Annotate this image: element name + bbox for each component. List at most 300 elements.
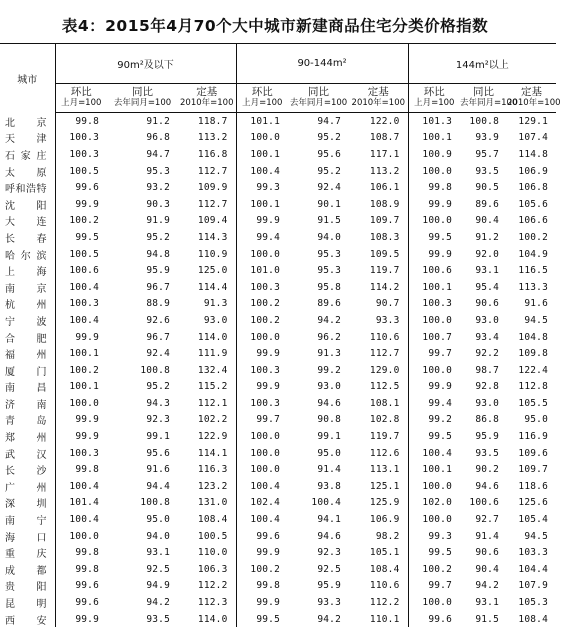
city-name-cell: 南京 <box>0 279 55 296</box>
value-cell: 100.0 <box>408 362 460 379</box>
value-cell: 94.7 <box>107 146 178 163</box>
value-cell: 112.6 <box>349 445 408 462</box>
value-cell: 100.0 <box>408 312 460 329</box>
value-cell: 95.9 <box>107 262 178 279</box>
value-cell: 93.1 <box>460 594 507 611</box>
city-name-cell: 成都 <box>0 561 55 578</box>
sub-header-mom: 环比 上月=100 <box>55 84 107 113</box>
value-cell: 129.0 <box>349 362 408 379</box>
city-name-cell: 北京 <box>0 113 55 130</box>
value-cell: 100.0 <box>236 130 288 147</box>
value-cell: 93.0 <box>460 395 507 412</box>
value-cell: 89.6 <box>460 196 507 213</box>
value-cell: 90.8 <box>288 412 349 429</box>
table-row <box>0 329 556 346</box>
city-name-cell: 沈阳 <box>0 196 55 213</box>
value-cell: 93.5 <box>460 445 507 462</box>
value-cell: 114.8 <box>507 146 556 163</box>
value-cell: 93.1 <box>107 544 178 561</box>
value-cell: 100.8 <box>460 113 507 130</box>
value-cell: 100.2 <box>408 561 460 578</box>
value-cell: 100.2 <box>507 229 556 246</box>
table-row <box>0 163 556 180</box>
value-cell: 100.3 <box>55 146 107 163</box>
value-cell: 116.3 <box>178 461 236 478</box>
value-cell: 108.7 <box>349 130 408 147</box>
table-row <box>0 611 556 627</box>
value-cell: 94.3 <box>107 395 178 412</box>
value-cell: 96.8 <box>107 130 178 147</box>
sub-header-mom: 环比 上月=100 <box>236 84 288 113</box>
value-cell: 122.0 <box>349 113 408 130</box>
value-cell: 114.0 <box>178 329 236 346</box>
value-cell: 100.0 <box>55 528 107 545</box>
value-cell: 99.6 <box>55 594 107 611</box>
value-cell: 96.2 <box>288 329 349 346</box>
value-cell: 99.9 <box>408 246 460 263</box>
table-row <box>0 544 556 561</box>
value-cell: 92.5 <box>107 561 178 578</box>
value-cell: 131.0 <box>178 495 236 512</box>
value-cell: 100.0 <box>236 445 288 462</box>
value-cell: 91.6 <box>107 461 178 478</box>
value-cell: 92.0 <box>460 246 507 263</box>
table-row <box>0 312 556 329</box>
value-cell: 99.6 <box>55 179 107 196</box>
value-cell: 99.9 <box>55 329 107 346</box>
value-cell: 125.9 <box>349 495 408 512</box>
city-name-cell: 青岛 <box>0 412 55 429</box>
value-cell: 90.7 <box>349 296 408 313</box>
value-cell: 95.2 <box>107 379 178 396</box>
value-cell: 95.7 <box>460 146 507 163</box>
value-cell: 100.7 <box>408 329 460 346</box>
value-cell: 100.3 <box>236 362 288 379</box>
value-cell: 92.2 <box>460 345 507 362</box>
value-cell: 103.3 <box>507 544 556 561</box>
value-cell: 99.3 <box>408 528 460 545</box>
value-cell: 100.5 <box>55 163 107 180</box>
value-cell: 100.3 <box>55 445 107 462</box>
value-cell: 100.0 <box>236 428 288 445</box>
value-cell: 105.3 <box>507 594 556 611</box>
value-cell: 98.2 <box>349 528 408 545</box>
value-cell: 100.8 <box>107 362 178 379</box>
value-cell: 91.2 <box>460 229 507 246</box>
value-cell: 122.4 <box>507 362 556 379</box>
value-cell: 116.5 <box>507 262 556 279</box>
value-cell: 100.0 <box>236 329 288 346</box>
value-cell: 119.7 <box>349 428 408 445</box>
value-cell: 100.2 <box>55 362 107 379</box>
table-row <box>0 594 556 611</box>
value-cell: 94.5 <box>507 312 556 329</box>
value-cell: 114.0 <box>178 611 236 627</box>
value-cell: 100.0 <box>408 163 460 180</box>
value-cell: 99.5 <box>55 229 107 246</box>
value-cell: 112.8 <box>507 379 556 396</box>
value-cell: 112.5 <box>349 379 408 396</box>
value-cell: 114.3 <box>178 229 236 246</box>
city-name-cell: 宁波 <box>0 312 55 329</box>
value-cell: 93.3 <box>288 594 349 611</box>
value-cell: 99.8 <box>236 578 288 595</box>
value-cell: 112.7 <box>178 196 236 213</box>
value-cell: 95.2 <box>288 163 349 180</box>
value-cell: 108.9 <box>349 196 408 213</box>
table-row <box>0 279 556 296</box>
table-row <box>0 362 556 379</box>
value-cell: 102.4 <box>236 495 288 512</box>
value-cell: 110.1 <box>349 611 408 627</box>
value-cell: 94.0 <box>107 528 178 545</box>
city-name-cell: 呼和浩特 <box>0 179 55 196</box>
value-cell: 90.2 <box>460 461 507 478</box>
table-row <box>0 246 556 263</box>
value-cell: 98.7 <box>460 362 507 379</box>
sub-header-mom: 环比 上月=100 <box>408 84 460 113</box>
value-cell: 94.6 <box>288 528 349 545</box>
city-name-cell: 武汉 <box>0 445 55 462</box>
value-cell: 99.3 <box>236 179 288 196</box>
value-cell: 99.9 <box>55 428 107 445</box>
value-cell: 100.8 <box>107 495 178 512</box>
value-cell: 94.8 <box>107 246 178 263</box>
table-row <box>0 196 556 213</box>
value-cell: 94.7 <box>288 113 349 130</box>
value-cell: 99.9 <box>55 196 107 213</box>
value-cell: 113.3 <box>507 279 556 296</box>
value-cell: 93.5 <box>107 611 178 627</box>
value-cell: 90.1 <box>288 196 349 213</box>
value-cell: 100.1 <box>236 196 288 213</box>
value-cell: 93.9 <box>460 130 507 147</box>
value-cell: 92.4 <box>107 345 178 362</box>
value-cell: 100.6 <box>408 262 460 279</box>
table-row <box>0 412 556 429</box>
value-cell: 101.4 <box>55 495 107 512</box>
value-cell: 108.1 <box>349 395 408 412</box>
value-cell: 95.6 <box>288 146 349 163</box>
value-cell: 93.0 <box>178 312 236 329</box>
value-cell: 91.3 <box>178 296 236 313</box>
table-row <box>0 213 556 230</box>
value-cell: 114.4 <box>178 279 236 296</box>
table-row <box>0 561 556 578</box>
value-cell: 100.3 <box>55 296 107 313</box>
value-cell: 90.6 <box>460 544 507 561</box>
table-row <box>0 528 556 545</box>
table-row <box>0 495 556 512</box>
city-name-cell: 南昌 <box>0 379 55 396</box>
value-cell: 95.0 <box>288 445 349 462</box>
value-cell: 99.8 <box>55 544 107 561</box>
value-cell: 100.1 <box>408 130 460 147</box>
value-cell: 94.1 <box>288 511 349 528</box>
table-row <box>0 511 556 528</box>
value-cell: 112.3 <box>178 594 236 611</box>
city-name-cell: 深圳 <box>0 495 55 512</box>
value-cell: 95.0 <box>507 412 556 429</box>
table-row <box>0 262 556 279</box>
table-row <box>0 445 556 462</box>
value-cell: 99.8 <box>55 461 107 478</box>
value-cell: 100.0 <box>408 511 460 528</box>
value-cell: 100.1 <box>55 345 107 362</box>
city-name-cell: 长沙 <box>0 461 55 478</box>
value-cell: 129.1 <box>507 113 556 130</box>
value-cell: 118.7 <box>178 113 236 130</box>
value-cell: 100.6 <box>460 495 507 512</box>
city-name-cell: 重庆 <box>0 544 55 561</box>
value-cell: 99.7 <box>408 578 460 595</box>
value-cell: 100.1 <box>408 461 460 478</box>
value-cell: 100.3 <box>236 279 288 296</box>
value-cell: 113.2 <box>349 163 408 180</box>
value-cell: 110.6 <box>349 578 408 595</box>
value-cell: 100.1 <box>408 279 460 296</box>
table-row <box>0 130 556 147</box>
city-name-cell: 广州 <box>0 478 55 495</box>
table-row <box>0 179 556 196</box>
value-cell: 125.6 <box>507 495 556 512</box>
city-name-cell: 昆明 <box>0 594 55 611</box>
value-cell: 90.4 <box>460 561 507 578</box>
table-row <box>0 379 556 396</box>
sub-header-yoy: 同比 去年同月=100 <box>460 84 507 113</box>
value-cell: 100.4 <box>236 478 288 495</box>
value-cell: 100.3 <box>55 130 107 147</box>
value-cell: 95.6 <box>107 445 178 462</box>
city-name-cell: 哈尔滨 <box>0 246 55 263</box>
table-row <box>0 461 556 478</box>
value-cell: 99.9 <box>236 345 288 362</box>
value-cell: 114.2 <box>349 279 408 296</box>
table-row <box>0 578 556 595</box>
value-cell: 112.1 <box>178 395 236 412</box>
city-name-cell: 大连 <box>0 213 55 230</box>
value-cell: 102.8 <box>349 412 408 429</box>
value-cell: 107.4 <box>507 130 556 147</box>
value-cell: 95.4 <box>460 279 507 296</box>
table-row <box>0 345 556 362</box>
table-body <box>0 113 556 627</box>
value-cell: 99.9 <box>236 544 288 561</box>
value-cell: 125.1 <box>349 478 408 495</box>
value-cell: 114.1 <box>178 445 236 462</box>
value-cell: 93.8 <box>288 478 349 495</box>
city-name-cell: 济南 <box>0 395 55 412</box>
value-cell: 90.4 <box>460 213 507 230</box>
value-cell: 100.0 <box>236 461 288 478</box>
value-cell: 113.2 <box>178 130 236 147</box>
value-cell: 99.2 <box>288 362 349 379</box>
group-header-small: 90m²及以下 <box>55 44 236 84</box>
value-cell: 99.9 <box>408 196 460 213</box>
value-cell: 99.8 <box>55 561 107 578</box>
value-cell: 99.1 <box>107 428 178 445</box>
value-cell: 94.2 <box>288 312 349 329</box>
city-name-cell: 杭州 <box>0 296 55 313</box>
value-cell: 116.9 <box>507 428 556 445</box>
price-index-table <box>0 43 556 627</box>
table-row <box>0 296 556 313</box>
value-cell: 92.4 <box>288 179 349 196</box>
sub-header-base: 定基 2010年=100 <box>507 84 556 113</box>
value-cell: 90.6 <box>460 296 507 313</box>
value-cell: 99.6 <box>236 528 288 545</box>
sub-header-yoy: 同比 去年同月=100 <box>107 84 178 113</box>
value-cell: 118.6 <box>507 478 556 495</box>
value-cell: 111.9 <box>178 345 236 362</box>
city-name-cell: 贵阳 <box>0 578 55 595</box>
city-name-cell: 合肥 <box>0 329 55 346</box>
value-cell: 100.0 <box>408 478 460 495</box>
value-cell: 91.5 <box>288 213 349 230</box>
value-cell: 91.5 <box>460 611 507 627</box>
value-cell: 92.7 <box>460 511 507 528</box>
value-cell: 108.3 <box>349 229 408 246</box>
value-cell: 94.6 <box>288 395 349 412</box>
value-cell: 108.4 <box>349 561 408 578</box>
value-cell: 102.0 <box>408 495 460 512</box>
value-cell: 117.1 <box>349 146 408 163</box>
value-cell: 100.0 <box>408 594 460 611</box>
value-cell: 110.9 <box>178 246 236 263</box>
value-cell: 100.2 <box>236 561 288 578</box>
value-cell: 94.5 <box>507 528 556 545</box>
value-cell: 105.6 <box>507 196 556 213</box>
value-cell: 112.2 <box>178 578 236 595</box>
table-row <box>0 478 556 495</box>
value-cell: 100.5 <box>55 246 107 263</box>
value-cell: 110.6 <box>349 329 408 346</box>
value-cell: 106.1 <box>349 179 408 196</box>
value-cell: 91.4 <box>288 461 349 478</box>
value-cell: 104.4 <box>507 561 556 578</box>
value-cell: 90.5 <box>460 179 507 196</box>
value-cell: 93.5 <box>460 163 507 180</box>
value-cell: 109.7 <box>507 461 556 478</box>
value-cell: 95.8 <box>288 279 349 296</box>
value-cell: 99.8 <box>55 113 107 130</box>
value-cell: 100.4 <box>236 163 288 180</box>
value-cell: 99.5 <box>236 611 288 627</box>
city-name-cell: 厦门 <box>0 362 55 379</box>
value-cell: 106.9 <box>507 163 556 180</box>
value-cell: 113.1 <box>349 461 408 478</box>
city-name-cell: 天津 <box>0 130 55 147</box>
value-cell: 95.9 <box>288 578 349 595</box>
value-cell: 105.1 <box>349 544 408 561</box>
value-cell: 108.4 <box>178 511 236 528</box>
value-cell: 107.9 <box>507 578 556 595</box>
value-cell: 109.4 <box>178 213 236 230</box>
value-cell: 99.2 <box>408 412 460 429</box>
value-cell: 109.7 <box>349 213 408 230</box>
value-cell: 94.2 <box>288 611 349 627</box>
value-cell: 99.6 <box>55 578 107 595</box>
value-cell: 132.4 <box>178 362 236 379</box>
city-name-cell: 上海 <box>0 262 55 279</box>
value-cell: 112.7 <box>349 345 408 362</box>
city-name-cell: 福州 <box>0 345 55 362</box>
value-cell: 99.9 <box>408 379 460 396</box>
value-cell: 99.9 <box>236 379 288 396</box>
value-cell: 100.4 <box>55 279 107 296</box>
value-cell: 100.1 <box>55 379 107 396</box>
value-cell: 106.9 <box>349 511 408 528</box>
value-cell: 91.9 <box>107 213 178 230</box>
value-cell: 100.4 <box>55 511 107 528</box>
value-cell: 125.0 <box>178 262 236 279</box>
group-header-large: 144m²以上 <box>408 44 556 84</box>
value-cell: 93.2 <box>107 179 178 196</box>
value-cell: 90.3 <box>107 196 178 213</box>
value-cell: 99.4 <box>236 229 288 246</box>
city-name-cell: 长春 <box>0 229 55 246</box>
value-cell: 95.2 <box>288 130 349 147</box>
value-cell: 100.4 <box>408 445 460 462</box>
value-cell: 106.8 <box>507 179 556 196</box>
value-cell: 100.2 <box>55 213 107 230</box>
value-cell: 92.5 <box>288 561 349 578</box>
value-cell: 100.0 <box>236 246 288 263</box>
value-cell: 94.0 <box>288 229 349 246</box>
city-name-cell: 郑州 <box>0 428 55 445</box>
value-cell: 96.7 <box>107 329 178 346</box>
value-cell: 91.2 <box>107 113 178 130</box>
value-cell: 93.0 <box>460 312 507 329</box>
value-cell: 101.1 <box>236 113 288 130</box>
sub-header-base: 定基 2010年=100 <box>349 84 408 113</box>
value-cell: 115.2 <box>178 379 236 396</box>
city-name-cell: 石家庄 <box>0 146 55 163</box>
value-cell: 91.6 <box>507 296 556 313</box>
value-cell: 100.4 <box>55 312 107 329</box>
value-cell: 99.7 <box>408 345 460 362</box>
value-cell: 106.3 <box>178 561 236 578</box>
value-cell: 94.2 <box>107 594 178 611</box>
value-cell: 123.2 <box>178 478 236 495</box>
value-cell: 93.4 <box>460 329 507 346</box>
value-cell: 86.8 <box>460 412 507 429</box>
value-cell: 112.2 <box>349 594 408 611</box>
value-cell: 99.6 <box>408 611 460 627</box>
table-row <box>0 229 556 246</box>
value-cell: 108.4 <box>507 611 556 627</box>
value-cell: 95.3 <box>288 246 349 263</box>
value-cell: 89.6 <box>288 296 349 313</box>
value-cell: 95.0 <box>107 511 178 528</box>
table-row <box>0 428 556 445</box>
group-header-medium: 90-144m² <box>236 44 408 84</box>
value-cell: 91.4 <box>460 528 507 545</box>
value-cell: 92.6 <box>107 312 178 329</box>
value-cell: 109.5 <box>349 246 408 263</box>
sub-header-base: 定基 2010年=100 <box>178 84 236 113</box>
table-row <box>0 113 556 130</box>
value-cell: 94.4 <box>107 478 178 495</box>
value-cell: 112.7 <box>178 163 236 180</box>
value-cell: 100.2 <box>236 296 288 313</box>
value-cell: 100.3 <box>408 296 460 313</box>
value-cell: 99.4 <box>408 395 460 412</box>
value-cell: 119.7 <box>349 262 408 279</box>
table-row <box>0 146 556 163</box>
value-cell: 99.5 <box>408 229 460 246</box>
value-cell: 95.2 <box>107 229 178 246</box>
